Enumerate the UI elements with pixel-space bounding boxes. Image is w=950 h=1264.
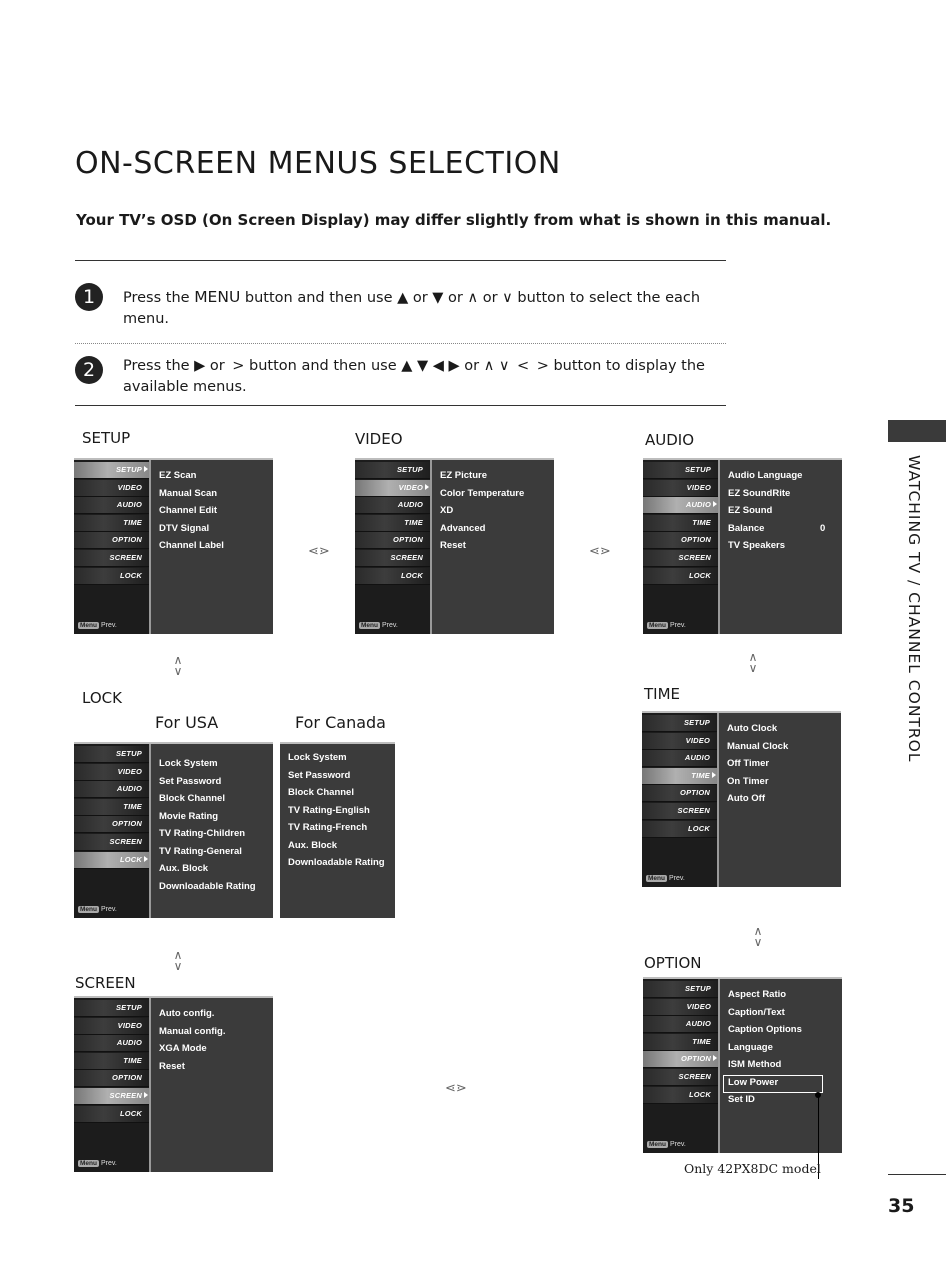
osd-menu-item[interactable]: Lock System [159, 758, 218, 769]
label-option: OPTION [644, 954, 702, 972]
down-arrow-icon: ∨ [173, 959, 183, 973]
osd-tab-screen[interactable] [643, 550, 718, 567]
osd-tab-audio[interactable] [74, 781, 149, 798]
balance-value: 0 [820, 522, 826, 534]
osd-tab-audio[interactable] [643, 1016, 718, 1033]
osd-tab-video[interactable] [74, 1018, 149, 1035]
osd-tab-option[interactable] [74, 1070, 149, 1087]
osd-tab-time[interactable] [355, 515, 430, 532]
osd-tab-label: OPTION [393, 535, 423, 545]
osd-tab-screen[interactable] [74, 1088, 149, 1105]
menu-key-icon: Menu [648, 875, 665, 882]
osd-menu-item[interactable]: EZ Scan [159, 470, 197, 481]
osd-tab-column [355, 460, 432, 634]
osd-menu-item[interactable]: Downloadable Rating [159, 880, 256, 892]
osd-menu-item[interactable]: Channel Edit [159, 505, 218, 516]
selection-arrow-icon [144, 466, 148, 472]
osd-tab-label: SCREEN [678, 1072, 711, 1081]
callout-note: Only 42PX8DC model [684, 1161, 821, 1176]
selection-arrow-icon [144, 856, 148, 862]
osd-item-list [728, 989, 802, 1112]
page-subtitle: Your TV’s OSD (On Screen Display) may differ slightly from what is shown in this manual. [76, 211, 832, 229]
osd-tab-time[interactable] [74, 515, 149, 532]
osd-menu-item[interactable]: Low Power [728, 1076, 779, 1088]
osd-tab-audio[interactable] [642, 750, 717, 767]
osd-tab-label: SETUP [683, 718, 710, 727]
osd-option-menu [643, 977, 842, 1153]
osd-tab-label: AUDIO [116, 1038, 142, 1048]
label-lock: LOCK [82, 689, 122, 707]
divider [75, 260, 726, 261]
osd-menu-item[interactable]: EZ Sound [728, 505, 773, 516]
lock-canada-panel [280, 742, 395, 918]
osd-menu-item[interactable]: Movie Rating [159, 810, 219, 822]
osd-tab-option[interactable] [643, 1051, 718, 1068]
down-arrow-icon: ∨ [173, 664, 183, 678]
osd-tab-label: AUDIO [116, 500, 142, 510]
low-power-highlight-box [723, 1075, 823, 1093]
osd-tab-label: LOCK [119, 570, 142, 580]
osd-tab-label: SCREEN [109, 837, 142, 846]
osd-tab-screen[interactable] [74, 834, 149, 851]
up-down-arrows-icon [171, 655, 185, 677]
osd-tab-option[interactable] [74, 532, 149, 549]
osd-tab-label: AUDIO [684, 753, 710, 763]
up-arrow-icon: ∧ [753, 924, 763, 938]
osd-menu-item[interactable]: DTV Signal [159, 522, 210, 534]
label-for-canada: For Canada [295, 713, 386, 732]
chapter-tab [888, 420, 946, 442]
osd-tab-audio[interactable] [355, 497, 430, 514]
osd-menu-item[interactable]: Audio Language [728, 470, 803, 481]
osd-tab-label: SCREEN [109, 1091, 142, 1100]
step-text-2: Press the ▶ or > button and then use ▲ ▼ ◀ ▶ or ∧ ∨ < > button to display the available menus. [123, 358, 705, 395]
prev-label: Prev. [100, 1160, 117, 1167]
label-for-usa: For USA [155, 713, 219, 732]
osd-tab-label: LOCK [688, 1089, 711, 1099]
step-number-2: 2 [75, 356, 103, 384]
osd-item-list [159, 470, 224, 558]
up-down-arrows-icon [746, 652, 760, 674]
prev-hint [78, 622, 117, 629]
osd-tab-time[interactable] [643, 1034, 718, 1051]
osd-tab-label: VIDEO [117, 766, 142, 776]
osd-tab-label: SCREEN [678, 553, 711, 562]
osd-menu-item[interactable]: Aux. Block [288, 839, 338, 851]
menu-key-icon: Menu [80, 1160, 97, 1167]
osd-menu-item[interactable]: Block Channel [159, 793, 225, 804]
osd-tab-setup[interactable] [643, 981, 718, 998]
osd-tab-setup[interactable] [642, 715, 717, 732]
prev-hint [647, 622, 686, 629]
up-arrow-icon: ∧ [748, 650, 758, 664]
prev-label: Prev. [668, 875, 685, 882]
prev-hint [646, 875, 685, 882]
down-arrow-icon: ∨ [748, 661, 758, 675]
osd-menu-item[interactable]: Color Temperature [440, 487, 525, 499]
label-screen: SCREEN [75, 974, 136, 992]
selection-arrow-icon [712, 772, 716, 778]
osd-tab-label: SETUP [396, 465, 423, 474]
selection-arrow-icon [144, 1092, 148, 1098]
menu-key-icon: Menu [649, 1141, 666, 1148]
osd-tab-label: TIME [123, 801, 142, 811]
osd-menu-item[interactable]: Auto config. [159, 1008, 215, 1019]
osd-menu-item[interactable]: Caption Options [728, 1024, 802, 1035]
prev-hint [647, 1141, 686, 1148]
osd-menu-item[interactable]: Downloadable Rating [288, 857, 385, 868]
osd-tab-time[interactable] [74, 799, 149, 816]
osd-tab-setup[interactable] [74, 462, 149, 479]
osd-item-list [727, 723, 788, 811]
label-time: TIME [644, 685, 681, 703]
osd-menu-item[interactable]: Block Channel [288, 787, 354, 798]
osd-tab-label: LOCK [688, 570, 711, 580]
osd-tab-video[interactable] [355, 480, 430, 497]
osd-tab-lock[interactable] [642, 821, 717, 838]
osd-tab-lock[interactable] [74, 852, 149, 869]
prev-label: Prev. [669, 622, 686, 629]
osd-tab-label: OPTION [681, 535, 711, 545]
osd-menu-item[interactable]: Reset [440, 540, 466, 551]
left-right-arrows-icon: ⋖⋗ [445, 1080, 467, 1095]
osd-tab-label: LOCK [119, 854, 142, 864]
prev-label: Prev. [669, 1141, 686, 1148]
osd-menu-item[interactable]: TV Rating-English [288, 804, 370, 816]
label-setup: SETUP [82, 429, 131, 447]
osd-menu-item[interactable]: TV Rating-General [159, 845, 242, 857]
step-1-pre: Press the [123, 290, 195, 306]
osd-tab-screen[interactable] [642, 803, 717, 820]
osd-tab-video[interactable] [642, 733, 717, 750]
prev-hint [78, 1160, 117, 1167]
osd-tab-label: SETUP [684, 465, 711, 474]
osd-tab-column [643, 979, 720, 1153]
osd-time-menu [642, 711, 841, 887]
osd-tab-label: LOCK [119, 1108, 142, 1118]
menu-key-icon: Menu [361, 622, 378, 629]
osd-tab-label: SETUP [115, 465, 142, 474]
osd-tab-screen[interactable] [643, 1069, 718, 1086]
osd-tab-label: LOCK [687, 823, 710, 833]
osd-tab-label: VIDEO [685, 735, 710, 745]
osd-tab-time[interactable] [642, 768, 717, 785]
osd-tab-time[interactable] [74, 1053, 149, 1070]
osd-item-list [728, 470, 826, 558]
osd-menu-item[interactable]: Manual Clock [727, 740, 789, 752]
osd-item-list [159, 758, 256, 898]
osd-tab-label: VIDEO [686, 482, 711, 492]
menu-key-icon: Menu [80, 906, 97, 913]
osd-tab-video[interactable] [74, 764, 149, 781]
osd-tab-setup[interactable] [74, 1000, 149, 1017]
osd-tab-label: SCREEN [677, 806, 710, 815]
osd-tab-label: AUDIO [397, 500, 423, 510]
osd-tab-label: TIME [691, 770, 710, 780]
osd-tab-option[interactable] [643, 532, 718, 549]
osd-tab-label: TIME [404, 517, 423, 527]
osd-tab-video[interactable] [74, 480, 149, 497]
osd-tab-label: SETUP [115, 1003, 142, 1012]
osd-menu-item[interactable]: XD [440, 505, 454, 516]
osd-tab-label: OPTION [112, 535, 142, 545]
selection-arrow-icon [713, 1055, 717, 1061]
osd-lock-usa-menu [74, 742, 273, 918]
osd-item-list [159, 1008, 226, 1078]
osd-menu-item[interactable]: Advanced [440, 522, 486, 534]
page-number-rule [888, 1174, 946, 1175]
up-down-arrows-icon [751, 926, 765, 948]
osd-menu-item[interactable]: Auto Clock [727, 723, 778, 734]
dotted-divider [75, 343, 726, 344]
osd-tab-audio[interactable] [74, 497, 149, 514]
osd-menu-item[interactable]: On Timer [727, 775, 769, 787]
osd-tab-label: VIDEO [398, 482, 423, 492]
osd-tab-audio[interactable] [74, 1035, 149, 1052]
osd-tab-column [74, 998, 151, 1172]
osd-tab-label: OPTION [112, 1073, 142, 1083]
osd-menu-item[interactable]: Set Password [288, 769, 351, 781]
osd-tab-option[interactable] [642, 785, 717, 802]
label-video: VIDEO [355, 430, 403, 448]
selection-arrow-icon [713, 501, 717, 507]
osd-menu-item[interactable]: Manual Scan [159, 487, 218, 499]
osd-tab-label: VIDEO [117, 1020, 142, 1030]
osd-tab-setup[interactable] [74, 746, 149, 763]
page-title: ON-SCREEN MENUS SELECTION [75, 146, 561, 181]
osd-tab-video[interactable] [643, 999, 718, 1016]
osd-tab-screen[interactable] [355, 550, 430, 567]
osd-tab-label: AUDIO [116, 784, 142, 794]
osd-tab-label: OPTION [681, 1054, 711, 1064]
osd-menu-item[interactable]: EZ Picture [440, 470, 487, 481]
osd-menu-item[interactable]: Set ID [728, 1094, 755, 1105]
osd-tab-lock[interactable] [643, 1087, 718, 1104]
osd-tab-label: OPTION [680, 788, 710, 798]
menu-key-icon: Menu [649, 622, 666, 629]
prev-label: Prev. [381, 622, 398, 629]
step-1-post: button and then use ▲ or ▼ or ∧ or ∨ button to select the each menu. [123, 290, 701, 327]
osd-tab-label: AUDIO [685, 1019, 711, 1029]
menu-key-icon: Menu [80, 622, 97, 629]
prev-label: Prev. [100, 622, 117, 629]
page-number: 35 [888, 1195, 915, 1217]
osd-tab-screen[interactable] [74, 550, 149, 567]
osd-tab-video[interactable] [643, 480, 718, 497]
osd-tab-setup[interactable] [643, 462, 718, 479]
divider [75, 405, 726, 406]
osd-video-menu [355, 458, 554, 634]
step-number-1: 1 [75, 283, 103, 311]
prev-hint [359, 622, 398, 629]
osd-tab-label: SCREEN [109, 553, 142, 562]
osd-tab-label: SETUP [684, 984, 711, 993]
osd-tab-column [642, 713, 719, 887]
osd-item-list [440, 470, 524, 558]
osd-setup-menu [74, 458, 273, 634]
osd-menu-item[interactable]: Balance 0 [728, 522, 826, 534]
osd-audio-menu [643, 458, 842, 634]
osd-menu-item[interactable]: Off Timer [727, 758, 770, 769]
osd-menu-item[interactable]: Auto Off [727, 793, 765, 804]
up-arrow-icon: ∧ [173, 948, 183, 962]
osd-tab-setup[interactable] [355, 462, 430, 479]
osd-menu-item[interactable]: Manual config. [159, 1025, 226, 1037]
osd-menu-item[interactable]: Reset [159, 1060, 185, 1072]
osd-tab-column [643, 460, 720, 634]
osd-tab-option[interactable] [355, 532, 430, 549]
up-down-arrows-icon [171, 950, 185, 972]
osd-menu-item[interactable]: Caption/Text [728, 1006, 785, 1018]
down-arrow-icon: ∨ [753, 935, 763, 949]
osd-menu-item[interactable]: Language [728, 1041, 773, 1053]
osd-tab-option[interactable] [74, 816, 149, 833]
osd-tab-label: AUDIO [685, 500, 711, 510]
left-right-arrows-icon: ⋖⋗ [589, 543, 611, 558]
osd-tab-label: VIDEO [686, 1001, 711, 1011]
osd-screen-menu [74, 996, 273, 1172]
prev-label: Prev. [100, 906, 117, 913]
step-text-1 [123, 287, 723, 330]
label-audio: AUDIO [645, 431, 695, 449]
osd-tab-label: SCREEN [390, 553, 423, 562]
osd-menu-item[interactable]: ISM Method [728, 1059, 782, 1070]
osd-menu-item[interactable]: XGA Mode [159, 1043, 207, 1054]
osd-tab-label: OPTION [112, 819, 142, 829]
osd-tab-label: VIDEO [117, 482, 142, 492]
osd-tab-lock[interactable] [355, 568, 430, 585]
osd-tab-label: TIME [692, 517, 711, 527]
osd-tab-lock[interactable] [74, 568, 149, 585]
left-right-arrows-icon: ⋖⋗ [308, 543, 330, 558]
osd-menu-item[interactable]: EZ SoundRite [728, 487, 791, 499]
osd-menu-item[interactable]: Lock System [288, 752, 347, 763]
menu-word: MENU [194, 288, 241, 306]
selection-arrow-icon [425, 484, 429, 490]
osd-menu-item[interactable]: Set Password [159, 775, 222, 787]
osd-tab-label: SETUP [115, 749, 142, 758]
osd-menu-item[interactable]: Aspect Ratio [728, 989, 787, 1000]
osd-tab-lock[interactable] [74, 1106, 149, 1123]
osd-menu-item[interactable]: TV Rating-French [288, 822, 368, 833]
chapter-heading: WATCHING TV / CHANNEL CONTROL [905, 455, 923, 763]
osd-menu-item[interactable]: TV Rating-Children [159, 828, 246, 839]
prev-hint [78, 906, 117, 913]
osd-menu-item[interactable]: Aux. Block [159, 863, 209, 874]
osd-tab-time[interactable] [643, 515, 718, 532]
osd-tab-label: LOCK [400, 570, 423, 580]
osd-tab-label: TIME [123, 1055, 142, 1065]
osd-menu-item[interactable]: Channel Label [159, 540, 224, 551]
osd-menu-item[interactable]: TV Speakers [728, 540, 786, 551]
up-arrow-icon: ∧ [173, 653, 183, 667]
osd-tab-column [74, 744, 151, 918]
osd-tab-label: TIME [692, 1036, 711, 1046]
osd-tab-label: TIME [123, 517, 142, 527]
osd-tab-column [74, 460, 151, 634]
osd-tab-audio[interactable] [643, 497, 718, 514]
osd-tab-lock[interactable] [643, 568, 718, 585]
